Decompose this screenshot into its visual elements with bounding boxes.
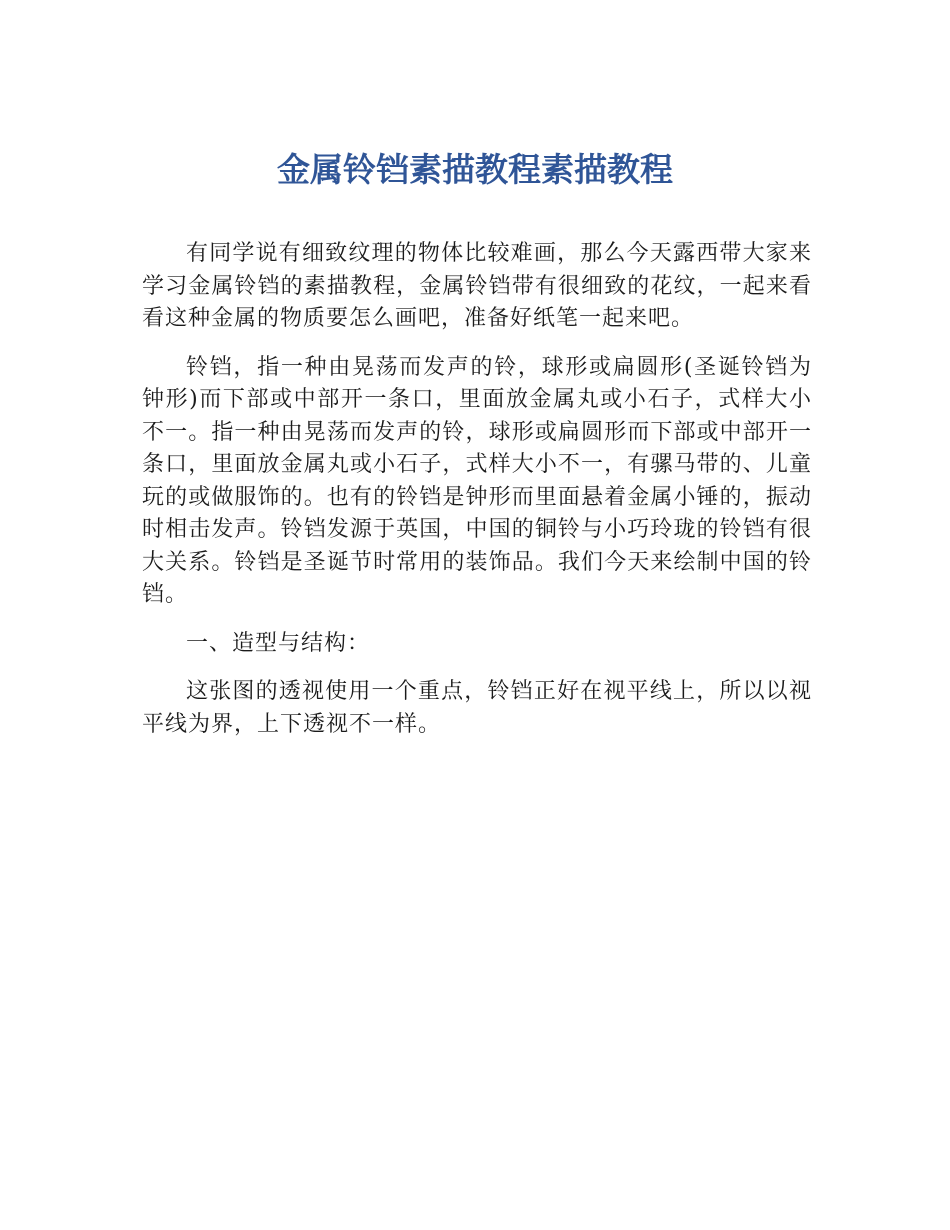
paragraph-intro: 有同学说有细致纹理的物体比较难画，那么今天露西带大家来学习金属铃铛的素描教程，金属铃铛带有很细致的花纹，一起来看看这种金属的物质要怎么画吧，准备好纸笔一起来吧。 [142, 241, 812, 331]
section-heading-shape-structure: 一、造型与结构： [186, 630, 371, 656]
document-body [142, 238, 812, 757]
paragraph-bell-description: 铃铛，指一种由晃荡而发声的铃，球形或扁圆形(圣诞铃铛为钟形)而下部或中部开一条口，里面放金属丸或小石子，式样大小不一。指一种由晃荡而发声的铃，球形或扁圆形而下部或中部开一条口，里面放金属丸或小石子，式样大小不一，有骡马带的、儿童玩的或做服饰的。也有的铃铛是钟形而里面悬着金属小锤的，振动时相击发声。铃铛发源于英国，中国的铜铃与小巧玲珑的铃铛有很大关系。铃铛是圣诞节时常用的装饰品。我们今天来绘制中国的铃铛。 [142, 354, 812, 607]
document-title: 金属铃铛素描教程素描教程 [277, 150, 673, 189]
paragraph-perspective: 这张图的透视使用一个重点，铃铛正好在视平线上，所以以视平线为界，上下透视不一样。 [142, 679, 812, 737]
